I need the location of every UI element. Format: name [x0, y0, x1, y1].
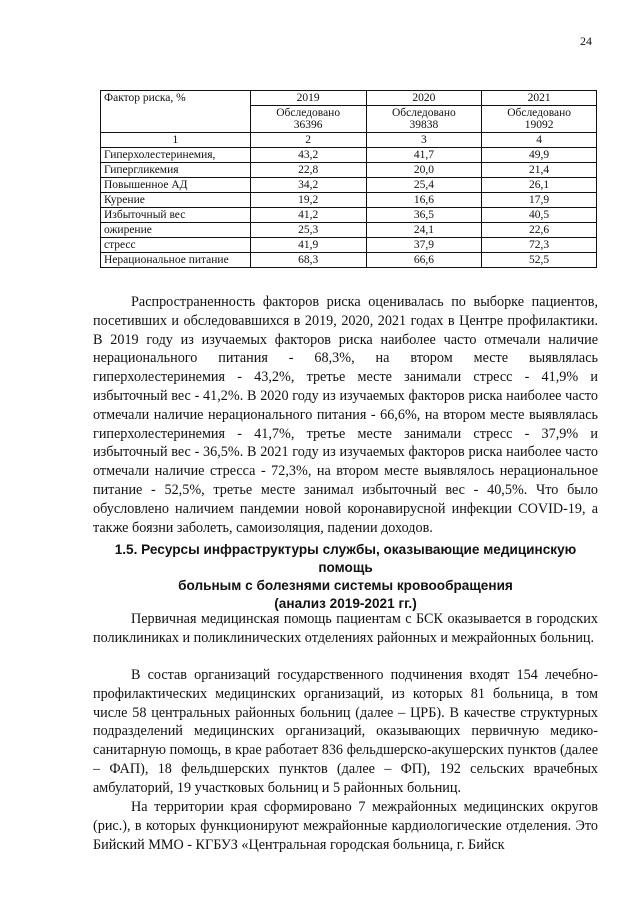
- value-2019: 41,9: [250, 238, 366, 253]
- table-row: [101, 238, 597, 253]
- table-row: [101, 163, 597, 178]
- factor-name: Гипергликемия: [101, 163, 251, 178]
- table-header-row: [101, 91, 597, 106]
- value-2019: 19,2: [250, 193, 366, 208]
- column-number: 2: [250, 133, 366, 148]
- table-row: [101, 253, 597, 268]
- section-heading: [93, 541, 598, 613]
- surveyed-count: 39838: [409, 119, 439, 131]
- paragraph-districts: [93, 798, 598, 854]
- value-2021: 52,5: [482, 253, 597, 268]
- surveyed-count: 36396: [293, 119, 323, 131]
- value-2021: 26,1: [482, 178, 597, 193]
- value-2021: 49,9: [482, 148, 597, 163]
- value-2020: 37,9: [366, 238, 482, 253]
- section-heading-line: 1.5. Ресурсы инфраструктуры службы, оказывающие медицинскую помощь: [114, 542, 577, 575]
- table-row: [101, 193, 597, 208]
- paragraph-organizations: [93, 666, 598, 798]
- section-heading-line: больным с болезнями системы кровообращения: [178, 578, 513, 593]
- factor-name: Нерациональное питание: [101, 253, 251, 268]
- factor-name: стресс: [101, 238, 251, 253]
- header-factor: Фактор риска, %: [101, 91, 251, 133]
- value-2021: 40,5: [482, 208, 597, 223]
- header-year-2021: 2021: [482, 91, 597, 106]
- page-number: 24: [580, 34, 592, 48]
- value-2020: 66,6: [366, 253, 482, 268]
- value-2019: 22,8: [250, 163, 366, 178]
- factor-name: Избыточный вес: [101, 208, 251, 223]
- column-number: 1: [101, 133, 251, 148]
- surveyed-label: Обследовано: [391, 107, 456, 119]
- surveyed-count: 19092: [524, 119, 554, 131]
- paragraph-text: Распространенность факторов риска оценивалась по выборке пациентов, посетивших и обследовавшихся в 2019, 2020, 2021 годах в Центре профилактики. В 2019 году из изучаемых факторов риска наиболее часто отмечали наличие нерационального питания - 68,3%, на втором месте выявлялась гиперхолестеринемия - 43,2%, третье месте занимали стресс - 41,9% и избыточный вес - 41,2%. В 2020 году из изучаемых факторов риска наиболее часто отмечали наличие нерационального питания - 66,6%, на втором месте выявлялась гиперхолестеринемия - 41,7%, третье месте занимали стресс - 37,9% и избыточный вес - 36,5%. В 2021 году из изучаемых факторов риска наиболее часто отмечали наличие стресса - 72,3%, на втором месте выявлялось нерациональное питание - 52,5%, третье месте занимал избыточный вес - 40,5%. Что было обусловлено наличием пандемии новой коронавирусной инфекции COVID-19, а также боязни заболеть, самоизоляция, падении доходов.: [93, 294, 598, 536]
- factor-name: Гиперхолестеринемия,: [101, 148, 251, 163]
- value-2019: 41,2: [250, 208, 366, 223]
- header-year-2019: 2019: [250, 91, 366, 106]
- value-2021: 72,3: [482, 238, 597, 253]
- surveyed-label: Обследовано: [507, 107, 572, 119]
- paragraph-text: В состав организаций государственного подчинения входят 154 лечебно-профилактических медицинских организаций, из которых 81 больница, в том числе 58 центральных районных больниц (далее – ЦРБ). В качестве структурных подразделений медицинских организаций, оказывающих первичную медико-санитарную помощь, в крае работает 836 фельдшерско-акушерских пунктов (далее – ФАП), 18 фельдшерских пунктов (далее – ФП), 192 сельских врачебных амбулаторий, 19 участковых больниц и 5 районных больниц.: [93, 667, 598, 796]
- value-2020: 36,5: [366, 208, 482, 223]
- value-2020: 41,7: [366, 148, 482, 163]
- paragraph-primary-care: [93, 610, 598, 648]
- value-2021: 22,6: [482, 223, 597, 238]
- column-number: 4: [482, 133, 597, 148]
- column-number: 3: [366, 133, 482, 148]
- surveyed-2020: [366, 106, 482, 133]
- paragraph-risk-factors: [93, 293, 598, 537]
- value-2019: 43,2: [250, 148, 366, 163]
- table-column-numbers-row: [101, 133, 597, 148]
- value-2021: 17,9: [482, 193, 597, 208]
- value-2020: 24,1: [366, 223, 482, 238]
- header-year-2020: 2020: [366, 91, 482, 106]
- table-row: [101, 178, 597, 193]
- value-2019: 34,2: [250, 178, 366, 193]
- risk-factors-table: [100, 90, 597, 268]
- value-2019: 25,3: [250, 223, 366, 238]
- value-2020: 16,6: [366, 193, 482, 208]
- surveyed-2021: [482, 106, 597, 133]
- table-row: [101, 208, 597, 223]
- value-2020: 20,0: [366, 163, 482, 178]
- factor-name: ожирение: [101, 223, 251, 238]
- table-row: [101, 148, 597, 163]
- surveyed-label: Обследовано: [276, 107, 341, 119]
- paragraph-text: Первичная медицинская помощь пациентам с БСК оказывается в городских поликлиниках и поликлинических отделениях районных и межрайонных больниц.: [93, 611, 598, 646]
- section-heading-line: (анализ 2019-2021 гг.): [274, 596, 417, 611]
- value-2020: 25,4: [366, 178, 482, 193]
- surveyed-2019: [250, 106, 366, 133]
- table-row: [101, 223, 597, 238]
- value-2021: 21,4: [482, 163, 597, 178]
- factor-name: Повышенное АД: [101, 178, 251, 193]
- factor-name: Курение: [101, 193, 251, 208]
- paragraph-text: На территории края сформировано 7 межрайонных медицинских округов (рис.), в которых функционируют межрайонные кардиологические отделения. Это Бийский ММО - КГБУЗ «Центральная городская больница, г. Бийск: [93, 799, 598, 853]
- value-2019: 68,3: [250, 253, 366, 268]
